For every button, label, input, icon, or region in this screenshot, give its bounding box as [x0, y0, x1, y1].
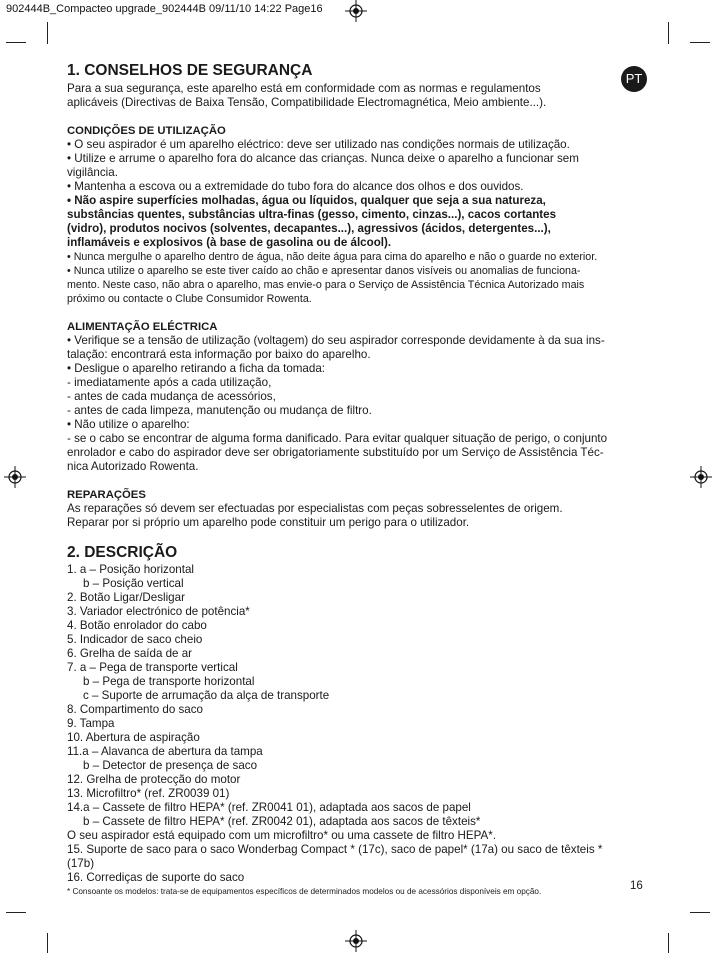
warning-line: inflamáveis e explosivos (à base de gasolina ou de álcool). — [67, 236, 392, 249]
crop-mark — [690, 912, 710, 913]
footnote: * Consoante os modelos: trata-se de equipamentos específicos de determinados modelos ou de acessórios disponíveis em opção. — [67, 887, 542, 896]
text-line: mento. Neste caso, não abra o aparelho, mas envie-o para o Serviço de Assistência Técnica Autorizado mais — [67, 279, 585, 291]
list-item: 5. Indicador de saco cheio — [67, 633, 203, 646]
text-line: - se o cabo se encontrar de alguma forma danificado. Para evitar qualquer situação de perigo, o conjunto — [67, 432, 608, 445]
crop-mark — [668, 22, 669, 44]
crop-mark — [47, 933, 48, 953]
section-title-safety: 1. CONSELHOS DE SEGURANÇA — [67, 62, 313, 79]
text-line: • Nunca mergulhe o aparelho dentro de água, não deite água para cima do aparelho e não o guarde no exterior. — [67, 251, 598, 263]
list-item: O seu aspirador está equipado com um microfiltro* ou uma cassete de filtro HEPA*. — [67, 829, 496, 842]
text-line: talação: encontrará esta informação por baixo do aparelho. — [67, 348, 371, 361]
list-item: 6. Grelha de saída de ar — [67, 647, 193, 660]
list-item: b – Detector de presença de saco — [83, 759, 258, 772]
text-line: • Mantenha a escova ou a extremidade do tubo fora do alcance dos olhos e dos ouvidos. — [67, 180, 524, 193]
crop-mark — [6, 912, 26, 913]
text-line: - antes de cada mudança de acessórios, — [67, 390, 276, 403]
text-line: • Nunca utilize o aparelho se este tiver caído ao chão e apresentar danos visíveis ou anomalias de funciona- — [67, 265, 581, 277]
list-item: 12. Grelha de protecção do motor — [67, 773, 241, 786]
list-item: 16. Corrediças de suporte do saco — [67, 871, 245, 884]
list-item: 3. Variador electrónico de potência* — [67, 605, 250, 618]
text-line: aplicáveis (Directivas de Baixa Tensão, Compatibilidade Electromagnética, Meio ambiente...). — [67, 96, 547, 109]
safety-intro — [67, 82, 649, 110]
registration-mark-icon — [345, 0, 367, 22]
text-line: - imediatamente após a cada utilização, — [67, 376, 272, 389]
crop-mark — [668, 933, 669, 953]
text-line: • Verifique se a tensão de utilização (voltagem) do seu aspirador corresponde devidamente à da sua ins- — [67, 334, 605, 347]
text-line: Reparar por si próprio um aparelho pode constituir um perigo para o utilizador. — [67, 516, 470, 529]
subsection-title-conditions: CONDIÇÕES DE UTILIZAÇÃO — [67, 125, 226, 137]
list-item: 13. Microfiltro* (ref. ZR0039 01) — [67, 787, 230, 800]
registration-mark-icon — [345, 930, 367, 952]
list-item: 11.a – Alavanca de abertura da tampa — [67, 745, 263, 758]
list-item: b – Posição vertical — [83, 577, 184, 590]
list-item: 9. Tampa — [67, 717, 115, 730]
registration-mark-icon — [690, 466, 712, 488]
crop-mark — [690, 42, 710, 43]
language-badge: PT — [621, 66, 647, 92]
subsection-title-power: ALIMENTAÇÃO ELÉCTRICA — [67, 321, 218, 333]
list-item: 8. Compartimento do saco — [67, 703, 203, 716]
text-line: As reparações só devem ser efectuadas por especialistas com peças sobresselentes de origem. — [67, 502, 563, 515]
registration-mark-icon — [4, 466, 26, 488]
list-item: b – Cassete de filtro HEPA* (ref. ZR0042 01), adaptada aos sacos de têxteis* — [83, 815, 481, 828]
section-title-description: 2. DESCRIÇÃO — [67, 544, 178, 561]
description-list — [67, 563, 649, 885]
page-number: 16 — [630, 880, 643, 892]
list-item: 10. Abertura de aspiração — [67, 731, 200, 744]
text-line: próximo ou contacte o Clube Consumidor Rowenta. — [67, 293, 312, 305]
warning-line: substâncias quentes, substâncias ultra-finas (gesso, cimento, cinzas...), cacos cortantes — [67, 208, 557, 221]
list-item: c – Suporte de arrumação da alça de transporte — [83, 689, 330, 702]
list-item: (17b) — [67, 857, 95, 870]
list-item: 15. Suporte de saco para o saco Wonderbag Compact * (17c), saco de papel* (17a) ou saco de têxteis * — [67, 843, 603, 856]
list-item: 2. Botão Ligar/Desligar — [67, 591, 185, 604]
warning-line: (vidro), produtos nocivos (solventes, decapantes...), agressivos (ácidos, detergentes...), — [67, 222, 551, 235]
list-item: 4. Botão enrolador do cabo — [67, 619, 207, 632]
text-line: vigilância. — [67, 166, 118, 179]
text-line: • O seu aspirador é um aparelho eléctrico: deve ser utilizado nas condições normais de utilização. — [67, 138, 570, 151]
page-content — [67, 62, 649, 897]
text-line: • Utilize e arrume o aparelho fora do alcance das crianças. Nunca deixe o aparelho a funcionar sem — [67, 152, 579, 165]
text-line: Para a sua segurança, este aparelho está em conformidade com as normas e regulamentos — [67, 82, 541, 95]
text-line: enrolador e cabo do aspirador deve ser obrigatoriamente substituído por um Serviço de Assistência Téc- — [67, 446, 604, 459]
text-line: - antes de cada limpeza, manutenção ou mudança de filtro. — [67, 404, 372, 417]
crop-mark — [6, 42, 26, 43]
list-item: b – Pega de transporte horizontal — [83, 675, 255, 688]
text-line: • Não utilize o aparelho: — [67, 418, 190, 431]
text-line: • Desligue o aparelho retirando a ficha da tomada: — [67, 362, 325, 375]
text-line: nica Autorizado Rowenta. — [67, 460, 199, 473]
warning-line: • Não aspire superfícies molhadas, água ou líquidos, qualquer que seja a sua natureza, — [67, 194, 546, 207]
list-item: 1. a – Posição horizontal — [67, 563, 194, 576]
subsection-title-repairs: REPARAÇÕES — [67, 489, 146, 501]
print-slug: 902444B_Compacteo upgrade_902444B 09/11/10 14:22 Page16 — [6, 3, 323, 15]
list-item: 7. a – Pega de transporte vertical — [67, 661, 238, 674]
crop-mark — [47, 22, 48, 44]
list-item: 14.a – Cassete de filtro HEPA* (ref. ZR0041 01), adaptada aos sacos de papel — [67, 801, 471, 814]
